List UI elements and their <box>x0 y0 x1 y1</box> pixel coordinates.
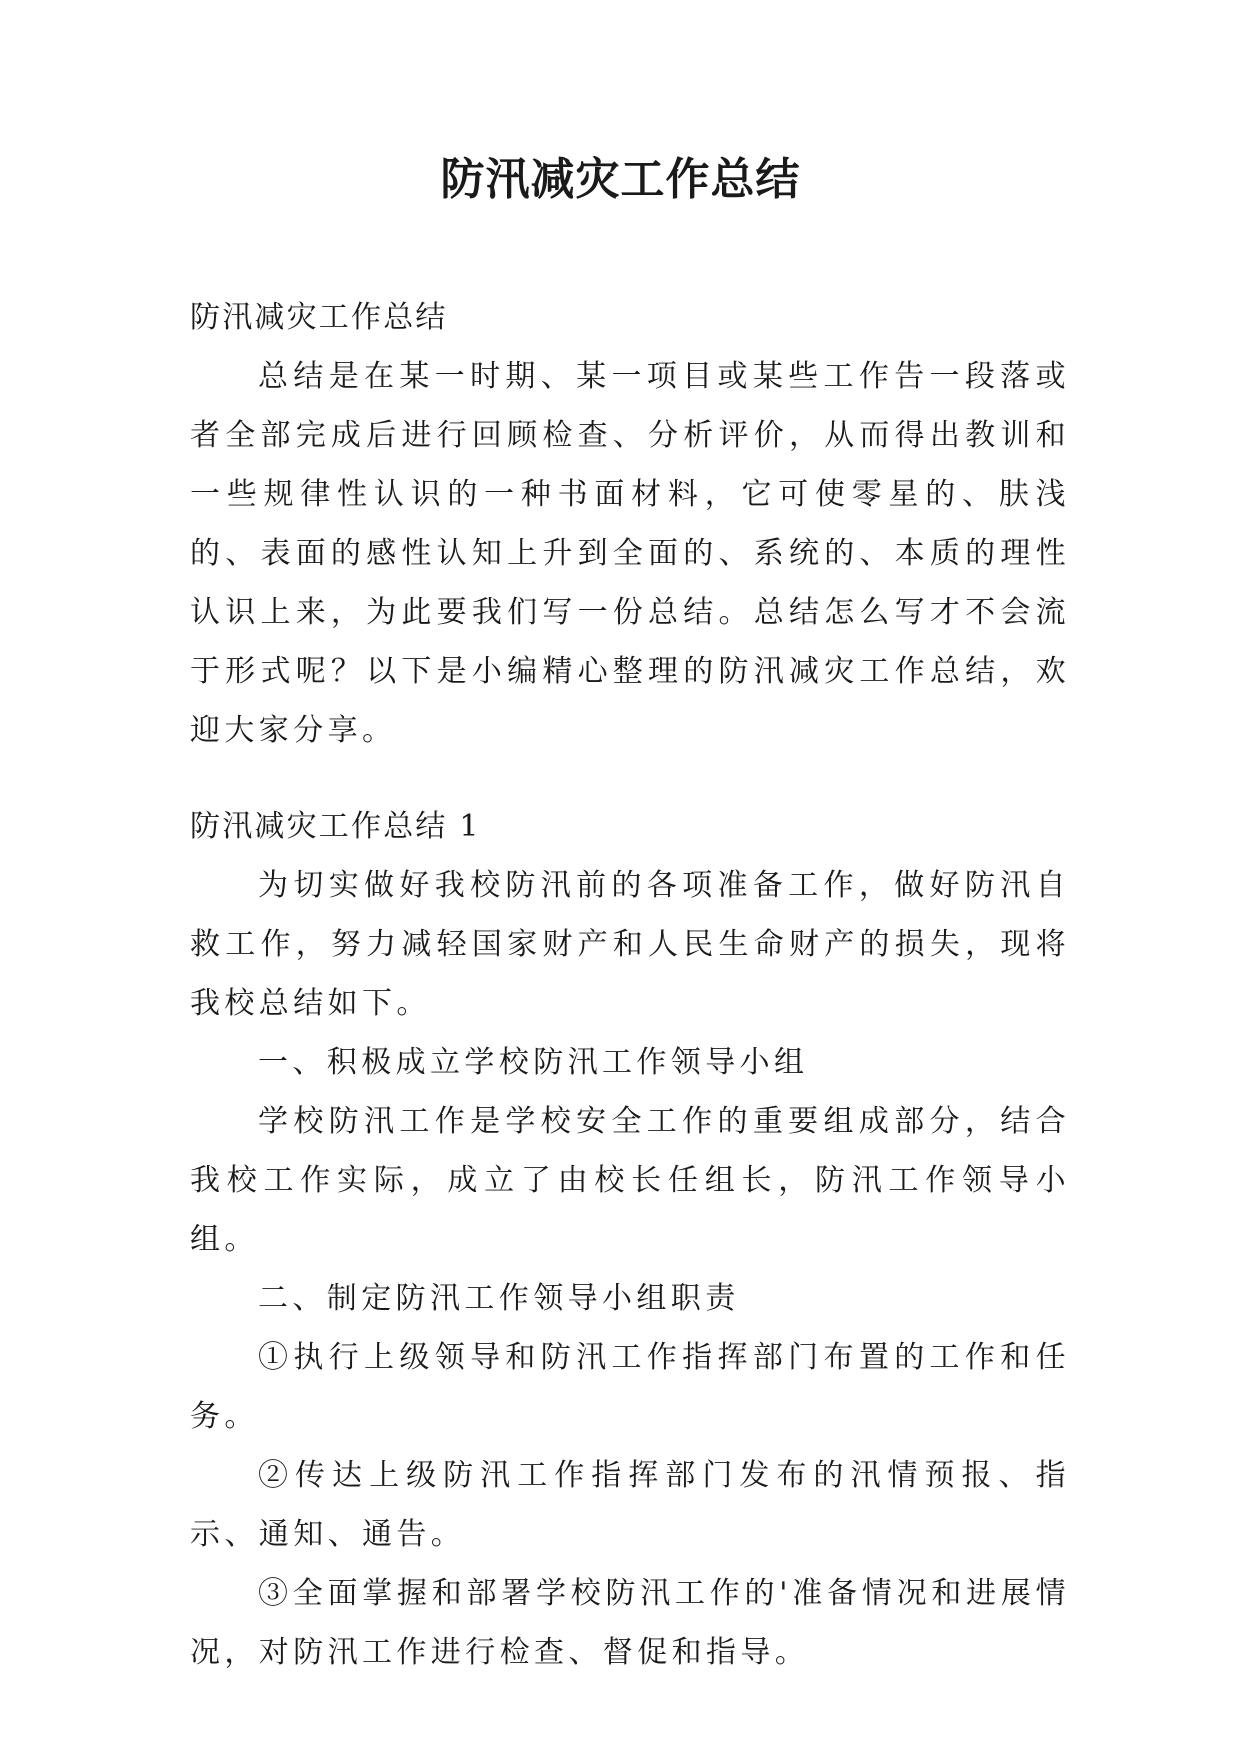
duty-item-1: ①执行上级领导和防汛工作指挥部门布置的工作和任务。 <box>190 1340 1070 1434</box>
document-title: 防汛减灾工作总结 <box>440 154 801 205</box>
subheading-2: 二、制定防汛工作领导小组职责 <box>258 1281 740 1316</box>
document-body <box>190 288 1070 1682</box>
section-spacer <box>190 760 1070 797</box>
section-1-intro-paragraph: 为切实做好我校防汛前的各项准备工作，做好防汛自救工作，努力减轻国家财产和人民生命财产的损失，现将我校总结如下。 <box>190 868 1070 1021</box>
section-1-heading: 防汛减灾工作总结 1 <box>190 809 481 844</box>
duty-item-3: ③全面掌握和部署学校防汛工作的'准备情况和进展情况，对防汛工作进行检查、督促和指导。 <box>190 1576 1070 1670</box>
intro-heading: 防汛减灾工作总结 <box>190 300 448 335</box>
duty-item-2: ②传达上级防汛工作指挥部门发布的汛情预报、指示、通知、通告。 <box>190 1458 1070 1552</box>
paragraph-leading-group: 学校防汛工作是学校安全工作的重要组成部分，结合我校工作实际，成立了由校长任组长，防汛工作领导小组。 <box>190 1104 1070 1257</box>
subheading-1: 一、积极成立学校防汛工作领导小组 <box>258 1045 809 1080</box>
intro-paragraph: 总结是在某一时期、某一项目或某些工作告一段落或者全部完成后进行回顾检查、分析评价，从而得出教训和一些规律性认识的一种书面材料，它可使零星的、肤浅的、表面的感性认知上升到全面的、系统的、本质的理性认识上来，为此要我们写一份总结。总结怎么写才不会流于形式呢？以下是小编精心整理的防汛减灾工作总结，欢迎大家分享。 <box>190 359 1070 748</box>
